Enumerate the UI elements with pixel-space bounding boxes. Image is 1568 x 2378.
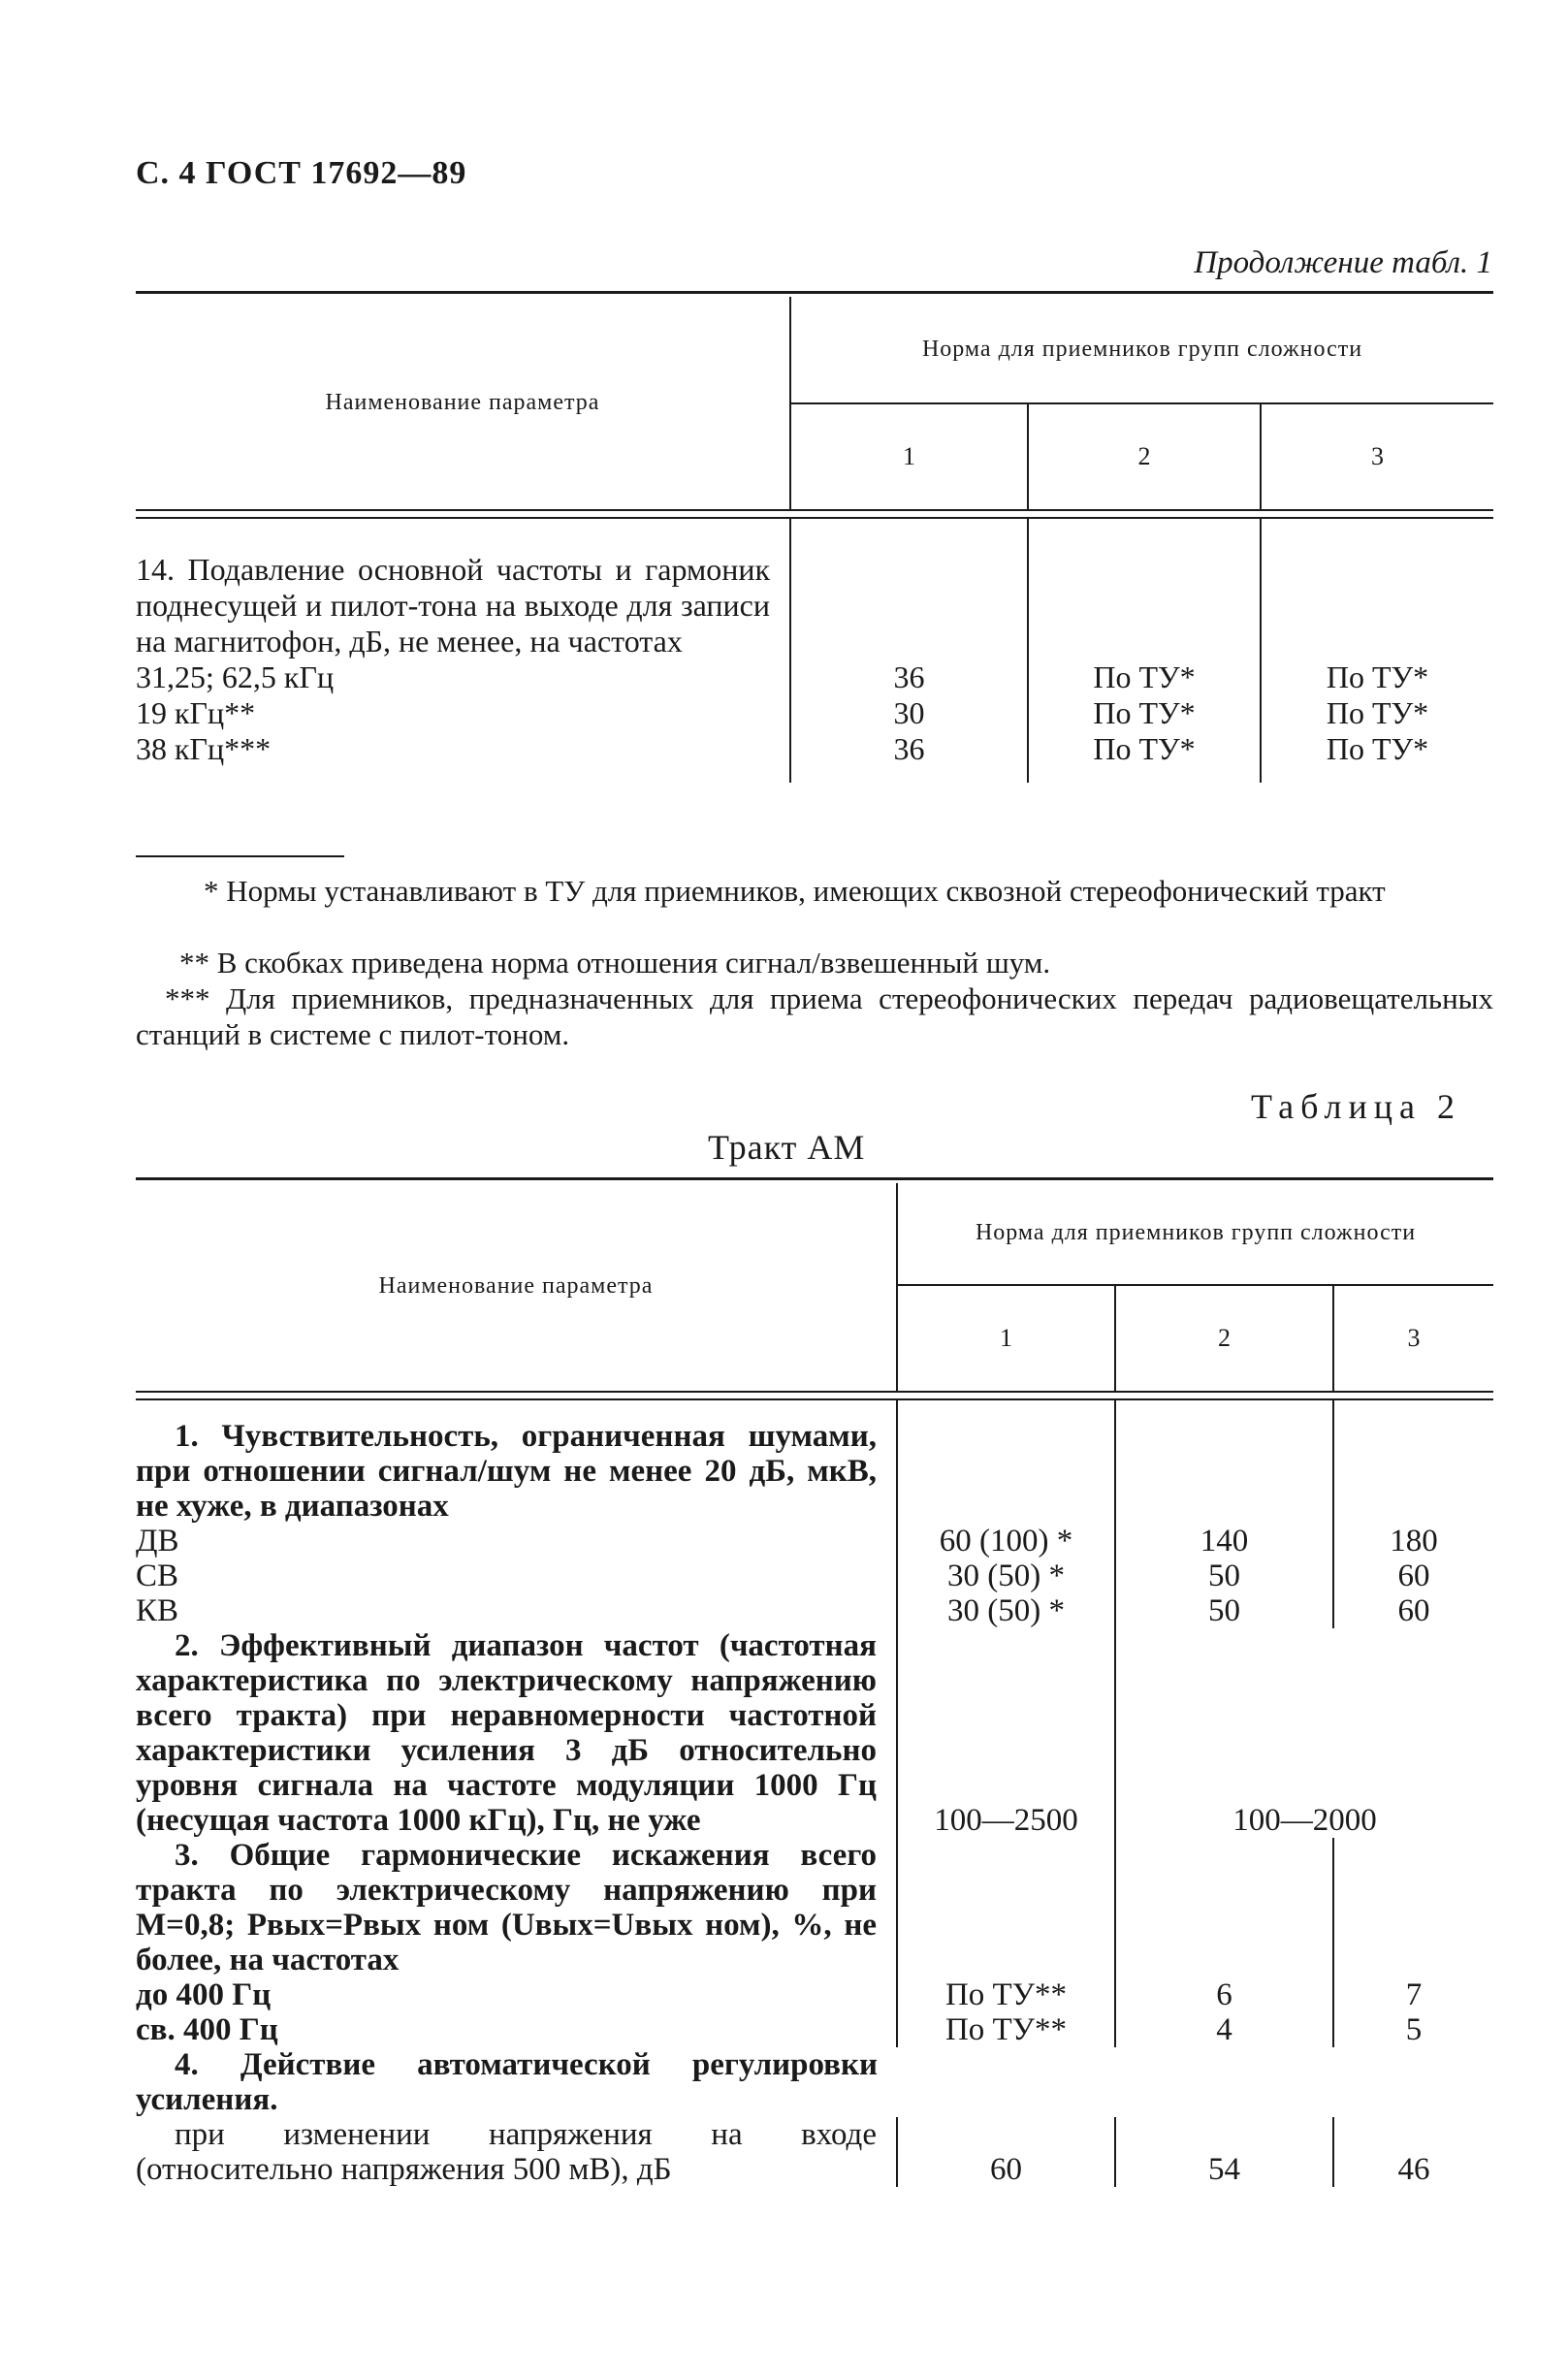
page-header: С. 4 ГОСТ 17692—89 <box>136 155 467 191</box>
table2-row1-sub3-v1: 30 (50) * <box>897 1593 1115 1628</box>
table1-col-3: 3 <box>1261 403 1493 510</box>
table2-row1-sub1-label: ДВ <box>136 1523 179 1559</box>
table2-row1-sub1-v3: 180 <box>1333 1524 1493 1559</box>
table2-row3-sub1-v3: 7 <box>1333 1977 1493 2012</box>
table2-col-1: 1 <box>897 1285 1115 1392</box>
table2-row3-sub2-label: св. 400 Гц <box>136 2011 278 2047</box>
table2-row2-label: 2. Эффективный диапазон частот (частотная характеристика по электрическому напряжению всего тракта) при неравномерности частотной характеристики усиления 3 дБ относительно уровня сигнала на частоте модуляции 1000 Гц (несущая частота 1000 кГц), Гц, не уже <box>136 1627 877 1838</box>
table2-row3-sub1-v1: По ТУ** <box>897 1977 1115 2012</box>
table2-row4-v1: 60 <box>897 2117 1115 2187</box>
continuation-label: Продолжение табл. 1 <box>1194 245 1492 280</box>
table2-col-3: 3 <box>1333 1285 1493 1392</box>
table1-row14-sub2-v1: 30 <box>790 695 1028 731</box>
table2-row1-sub1-v2: 140 <box>1115 1524 1333 1559</box>
table2-row2-v1: 100—2500 <box>897 1628 1115 1838</box>
table1-row14-sub3-v3: По ТУ* <box>1261 731 1493 767</box>
footnote-rule <box>136 855 344 857</box>
table2-row4-sublabel: при изменении напряжения на входе (относительно напряжения 500 мВ), дБ <box>136 2116 877 2187</box>
table-2 <box>136 1177 1493 2187</box>
table2-row4-v3: 46 <box>1333 2117 1493 2187</box>
table2-title: Таблица 2 <box>1251 1087 1461 1126</box>
table2-row2-v23: 100—2000 <box>1115 1628 1493 1838</box>
table2-row1-sub1-v1: 60 (100) * <box>897 1524 1115 1559</box>
table1-row14-label: 14. Подавление основной частоты и гармоник поднесущей и пилот-тона на выходе для записи на магнитофон, дБ, не менее, на частотах <box>136 551 770 659</box>
table2-row3-sub1-v2: 6 <box>1115 1977 1333 2012</box>
table2-row1-sub3-label: КВ <box>136 1592 179 1628</box>
table2-row3-sub2-v1: По ТУ** <box>897 2012 1115 2047</box>
table2-row3-sub1-label: до 400 Гц <box>136 1976 272 2012</box>
table1-row14-sub2-v3: По ТУ* <box>1261 695 1493 731</box>
table1-row14-sub1-label: 31,25; 62,5 кГц <box>136 659 335 694</box>
table1-row14-sub1-v1: 36 <box>790 659 1028 695</box>
footnote-1: * Нормы устанавливают в ТУ для приемников, имеющих сквозной стереофонический тракт <box>204 874 1386 908</box>
table2-row3-sub2-v2: 4 <box>1115 2012 1333 2047</box>
table2-row1-sub3-v2: 50 <box>1115 1593 1333 1628</box>
table2-row4-v2: 54 <box>1115 2117 1333 2187</box>
table2-row1-sub2-v3: 60 <box>1333 1559 1493 1593</box>
table1-row14-sub3-label: 38 кГц*** <box>136 730 272 766</box>
table-1 <box>136 291 1493 783</box>
table2-row1-sub2-v2: 50 <box>1115 1559 1333 1593</box>
table2-subtitle: Тракт AM <box>708 1128 866 1167</box>
table2-row3-sub2-v3: 5 <box>1333 2012 1493 2047</box>
table1-row14-sub2-label: 19 кГц** <box>136 694 256 730</box>
table2-row1-label: 1. Чувствительность, ограниченная шумами, при отношении сигнал/шум не менее 20 дБ, мкВ, не хуже, в диапазонах <box>136 1418 877 1524</box>
table1-row14-sub1-v3: По ТУ* <box>1261 659 1493 695</box>
table2-col-2: 2 <box>1115 1285 1333 1392</box>
table2-row3-label: 3. Общие гармонические искажения всего тракта по электрическому напряжению при M=0,8; Pвых=Pвых ном (Uвых=Uвых ном), %, не более, на частотах <box>136 1837 877 1977</box>
table2-row1-sub2-v1: 30 (50) * <box>897 1559 1115 1593</box>
table2-row1-sub3-v3: 60 <box>1333 1593 1493 1628</box>
table1-row14-sub3-v2: По ТУ* <box>1028 731 1261 767</box>
table2-group-header: Норма для приемников групп сложности <box>897 1183 1493 1285</box>
table2-row1-sub2-label: СВ <box>136 1558 179 1593</box>
table1-row14-sub1-v2: По ТУ* <box>1028 659 1261 695</box>
table1-row14-sub2-v2: По ТУ* <box>1028 695 1261 731</box>
table2-param-header: Наименование параметра <box>378 1273 654 1299</box>
table1-row14-sub3-v1: 36 <box>790 731 1028 767</box>
footnote-2: ** В скобках приведена норма отношения сигнал/взвешенный шум. <box>179 946 1051 980</box>
table1-param-header: Наименование параметра <box>325 389 600 415</box>
table1-group-header: Норма для приемников групп сложности <box>790 297 1493 403</box>
table1-col-1: 1 <box>790 403 1028 510</box>
footnote-3: *** Для приемников, предназначенных для приема стереофонических передач радиовещательных станций в системе с пилот-тоном. <box>136 981 1493 1051</box>
table2-row4-label: 4. Действие автоматической регулировки усиления. <box>136 2046 878 2117</box>
table1-col-2: 2 <box>1028 403 1261 510</box>
